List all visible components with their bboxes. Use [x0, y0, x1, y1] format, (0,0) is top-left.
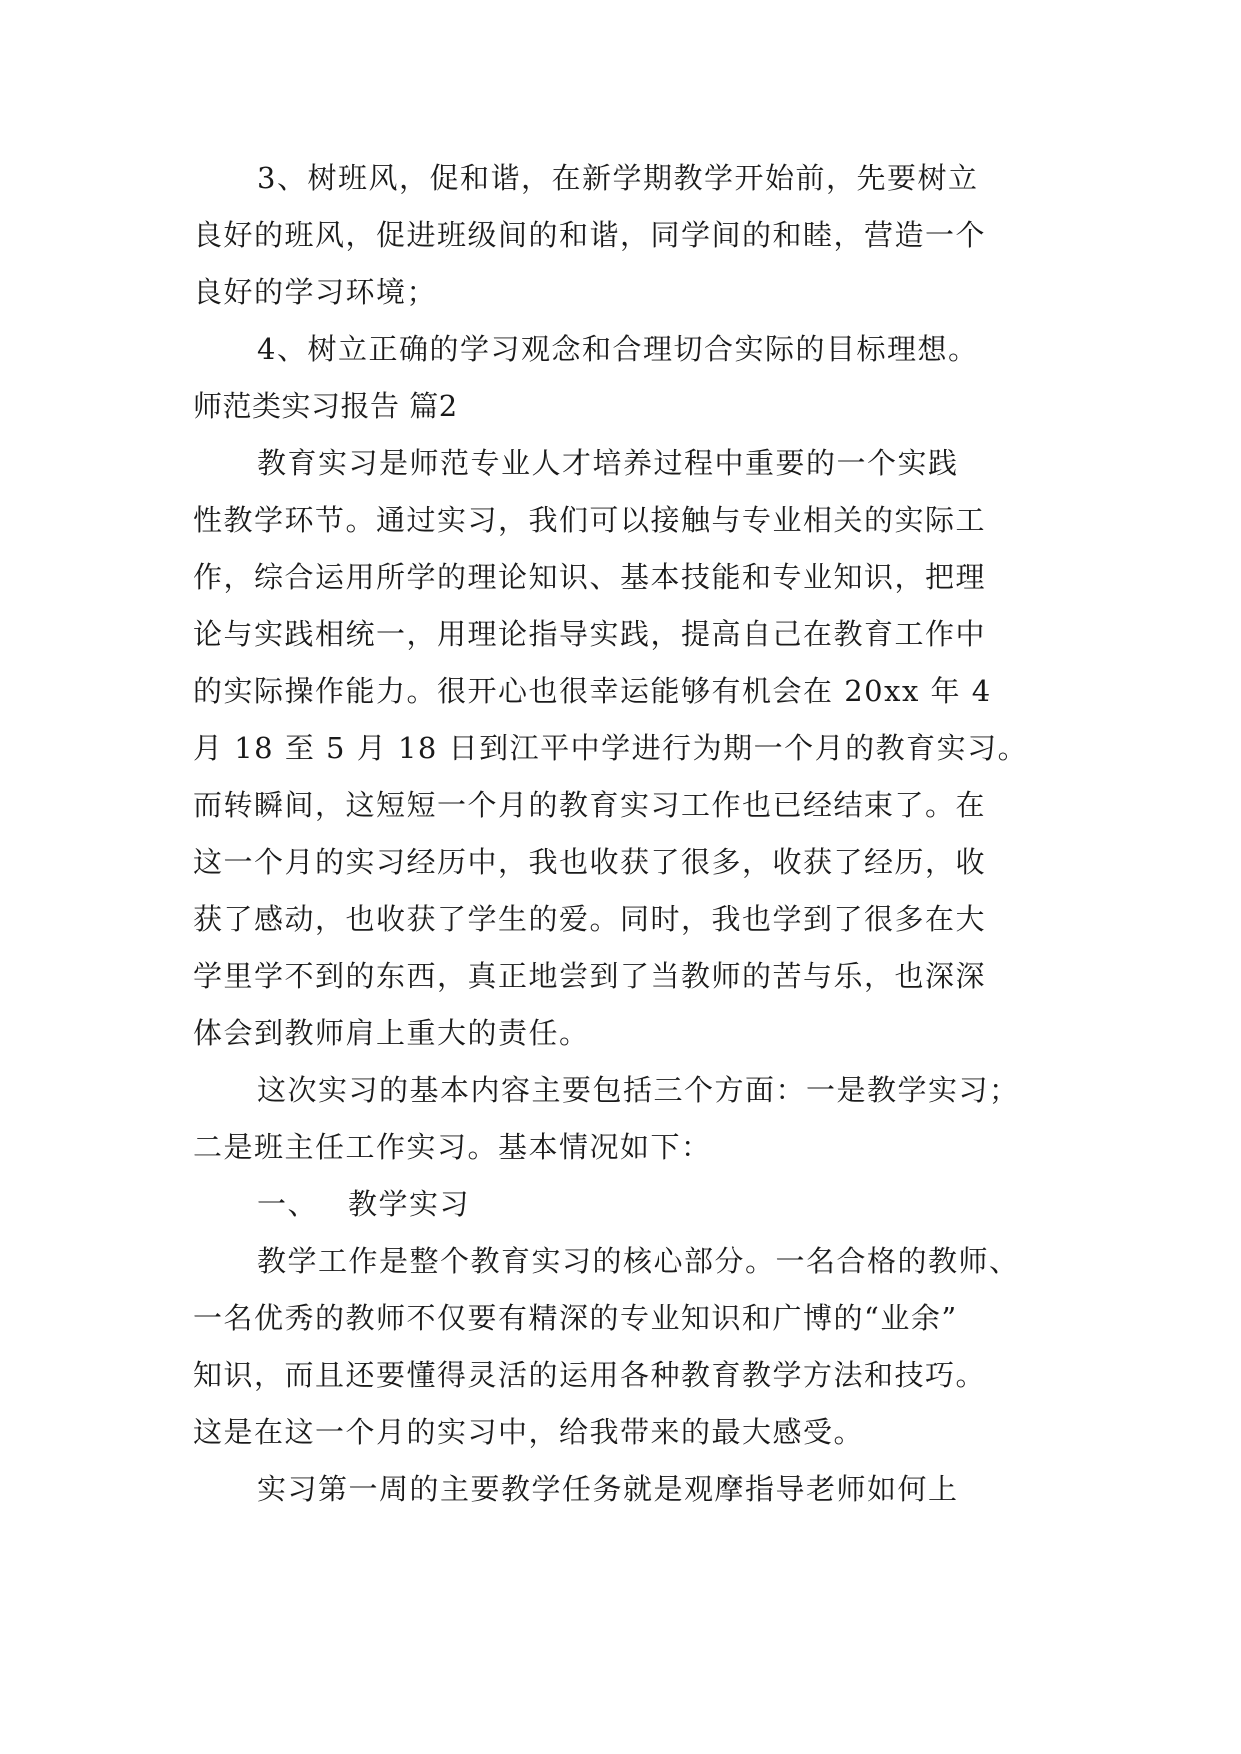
content-paragraph	[193, 1062, 1063, 1176]
text-line: 教育实习是师范专业人才培养过程中重要的一个实践	[257, 446, 959, 480]
text-line: 实习第一周的主要教学任务就是观摩指导老师如何上	[257, 1472, 959, 1506]
text-line: 学里学不到的东西，真正地尝到了当教师的苦与乐，也深深	[193, 959, 987, 993]
paragraph-4	[193, 321, 1063, 378]
subheading	[193, 1176, 1063, 1233]
subheading-text: 教学实习	[348, 1187, 471, 1221]
text-line: 知识，而且还要懂得灵活的运用各种教育教学方法和技巧。	[193, 1358, 987, 1392]
subheading-number: 一、	[257, 1187, 319, 1221]
text-line: 论与实践相统一，用理论指导实践，提高自己在教育工作中	[193, 617, 987, 651]
text-line: 体会到教师肩上重大的责任。	[193, 1016, 590, 1050]
text-line: 3、树班风，促和谐，在新学期教学开始前，先要树立	[257, 161, 979, 195]
teaching-paragraph	[193, 1233, 1063, 1461]
document-page	[193, 150, 1063, 1518]
text-line: 4、树立正确的学习观念和合理切合实际的目标理想。	[257, 332, 979, 366]
text-line: 教学工作是整个教育实习的核心部分。一名合格的教师、	[257, 1244, 1020, 1278]
text-line: 这一个月的实习经历中，我也收获了很多，收获了经历，收	[193, 845, 987, 879]
intro-paragraph	[193, 435, 1063, 1062]
section-title: 师范类实习报告 篇2	[193, 389, 458, 423]
text-line: 二是班主任工作实习。基本情况如下：	[193, 1130, 712, 1164]
text-line: 获了感动，也收获了学生的爱。同时，我也学到了很多在大	[193, 902, 987, 936]
text-line: 这是在这一个月的实习中，给我带来的最大感受。	[193, 1415, 865, 1449]
text-line: 作，综合运用所学的理论知识、基本技能和专业知识，把理	[193, 560, 987, 594]
text-line: 月 18 至 5 月 18 日到江平中学进行为期一个月的教育实习。	[193, 731, 1029, 765]
text-line: 一名优秀的教师不仅要有精深的专业知识和广博的“业余”	[193, 1301, 958, 1335]
week1-paragraph	[193, 1461, 1063, 1518]
text-line: 性教学环节。通过实习，我们可以接触与专业相关的实际工	[193, 503, 987, 537]
paragraph-3	[193, 150, 1063, 321]
text-line: 而转瞬间，这短短一个月的教育实习工作也已经结束了。在	[193, 788, 987, 822]
text-line: 良好的班风，促进班级间的和谐，同学间的和睦，营造一个	[193, 218, 987, 252]
text-line: 的实际操作能力。很开心也很幸运能够有机会在 20xx 年 4	[193, 674, 992, 708]
text-line: 良好的学习环境；	[193, 275, 438, 309]
text-line: 这次实习的基本内容主要包括三个方面：一是教学实习；	[257, 1073, 1020, 1107]
